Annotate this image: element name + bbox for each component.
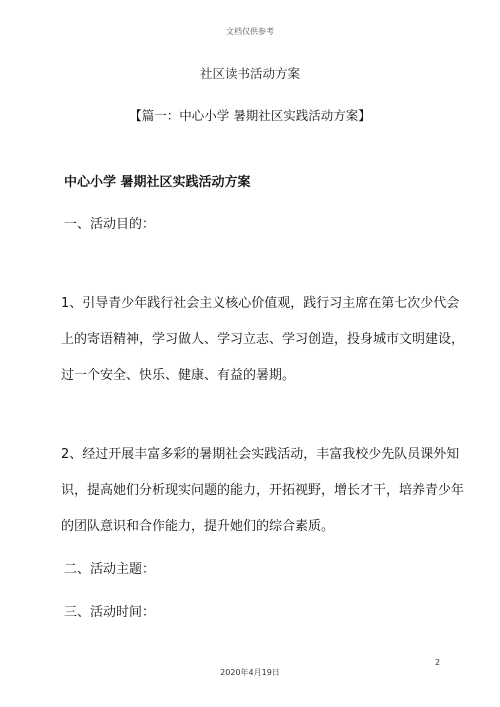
- section-title: 【篇一：中心小学 暑期社区实践活动方案】: [129, 108, 371, 123]
- paragraph-1: [61, 286, 465, 394]
- heading-time: 三、活动时间：: [64, 605, 156, 620]
- footer-date: 2020年4月19日: [220, 668, 280, 677]
- document-subtitle: 中心小学 暑期社区实践活动方案: [64, 175, 251, 190]
- paragraph-line: 识，提高她们分析现实问题的能力，开拓视野，增长才干，培养青少年: [61, 483, 465, 498]
- heading-purpose: 一、活动目的：: [64, 217, 156, 232]
- heading-theme: 二、活动主题：: [64, 562, 156, 577]
- paragraph-line: 的团队意识和合作能力，提升她们的综合素质。: [61, 519, 335, 534]
- paragraph-line: 过一个安全、快乐、健康、有益的暑期。: [61, 368, 296, 383]
- paragraph-line: 2、经过开展丰富多彩的暑期社会实践活动，丰富我校少先队员课外知: [61, 447, 460, 462]
- paragraph-line: 上的寄语精神，学习做人、学习立志、学习创造，投身城市文明建设，: [61, 332, 465, 347]
- document-title: 社区读书活动方案: [199, 66, 300, 81]
- page-number: 2: [435, 658, 441, 667]
- paragraph-2: [61, 437, 465, 545]
- paragraph-line: 1、引导青少年践行社会主义核心价值观，践行习主席在第七次少代会: [61, 296, 460, 311]
- header-note: 文档仅供参考: [226, 27, 274, 36]
